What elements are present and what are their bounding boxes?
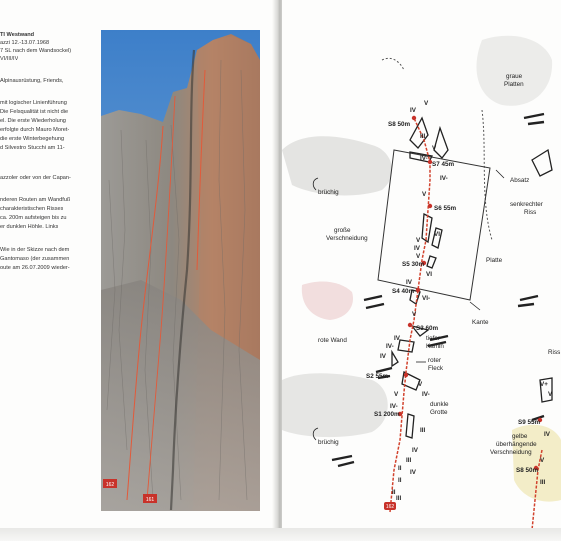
text-line: ca. 200m aufsteigen bis zu (0, 215, 67, 221)
feature-label: Kante (472, 319, 489, 326)
page-bottom-shadow (0, 528, 561, 541)
route-number: 162 (385, 504, 395, 510)
feature-label: Riss (524, 209, 537, 216)
text-line: VI/III/IV (0, 56, 19, 62)
feature-label: brüchig (318, 189, 339, 196)
text-line: azzoler oder von der Capan- (0, 175, 71, 181)
grade: V (412, 311, 417, 318)
grade: V (416, 237, 421, 244)
grade: V (418, 381, 423, 388)
grade: III (420, 427, 426, 434)
feature-label: brüchig (318, 439, 339, 446)
belay-label: S2 55m (366, 373, 389, 380)
text-line: TI Westwand (0, 32, 35, 38)
feature-label: gelbe (512, 433, 528, 440)
belay-label: S8 50m (516, 467, 539, 474)
grade: IV (414, 245, 420, 252)
shaded-area (282, 136, 392, 195)
grade: V+ (540, 381, 548, 388)
feature-label: Fleck (428, 365, 444, 372)
grade: IV (380, 353, 386, 360)
grade: IV- (390, 403, 398, 410)
belay-label: S5 30m (402, 261, 425, 268)
belay-label: S9 55m (518, 419, 541, 426)
grade: II (398, 477, 402, 484)
grade: IV- (420, 155, 428, 162)
route-marker-161-label: 161 (145, 497, 155, 503)
text-line: Alpinausrüstung, Friends, (0, 78, 64, 84)
left-page (0, 0, 275, 530)
grade: V (422, 191, 427, 198)
feature-label: senkrechter (510, 201, 543, 208)
text-line: 7 SL nach dem Wandsockel) (0, 48, 72, 54)
feature-label: tiefer (426, 335, 440, 342)
feature-label: graue (506, 73, 523, 80)
grade: III (406, 457, 412, 464)
grade: IV- (422, 391, 430, 398)
feature-label: überhängende (496, 441, 537, 448)
grade: IV- (386, 343, 394, 350)
grade: III (396, 495, 402, 502)
feature-label: roter (428, 357, 441, 364)
grade: IV (544, 431, 550, 438)
red-wall-area (302, 281, 353, 320)
feature-label: Platte (486, 257, 503, 264)
grade: V (416, 253, 421, 260)
grade: III (420, 133, 426, 140)
right-page (282, 0, 561, 541)
grade: IV (410, 107, 416, 114)
grade: V (548, 391, 553, 398)
grade: III (540, 479, 546, 486)
grade: VI (426, 271, 432, 278)
feature-label: Kamin (426, 343, 444, 350)
text-line: d Silvestro Stucchi am 11- (0, 145, 65, 151)
text-line: die erste Winterbegehung (0, 136, 65, 142)
text-line: mit logischer Linienführung (0, 100, 67, 106)
contour-line (482, 110, 492, 240)
grade: V (540, 457, 545, 464)
text-line: er dunklen Höhle. Links (0, 224, 59, 230)
shaded-area (476, 36, 552, 106)
contour-line (382, 58, 404, 70)
belay-label: S8 50m (388, 121, 411, 128)
text-line: nderen Routen am Wandfuß (0, 197, 71, 203)
rock-face-photo (101, 30, 260, 511)
feature-label: Absatz (510, 177, 530, 184)
text-line: azzi 12.-13.07.1968 (0, 40, 50, 46)
belay-label: S7 45m (432, 161, 455, 168)
text-line: erfolgte durch Mauro Moret- (0, 127, 70, 133)
feature-label: Riss (548, 349, 561, 356)
route-topo (282, 0, 561, 541)
text-line: charakteristischen Risses (0, 206, 64, 212)
text-line: Gantomaso (der zusammen (0, 256, 70, 262)
grade: IV (406, 279, 412, 286)
grade: IV (412, 447, 418, 454)
feature-label: rote Wand (318, 337, 347, 344)
grade: II (398, 465, 402, 472)
grade: IV- (440, 175, 448, 182)
belay-label: S3 60m (416, 325, 439, 332)
feature-label: dunkle (430, 401, 449, 408)
feature-label: Platten (504, 81, 524, 88)
feature-label: Grotte (430, 409, 448, 416)
route-marker-162-label: 162 (105, 482, 115, 488)
grade: VI (434, 231, 440, 238)
grade: V (394, 391, 399, 398)
feature-label: große (334, 227, 351, 234)
text-line: el. Die erste Wiederholung (0, 118, 66, 124)
belay-label: S6 55m (434, 205, 457, 212)
shaded-area (282, 373, 388, 437)
feature-label: Verschneidung (326, 235, 368, 242)
grade: IV (410, 469, 416, 476)
belay-label: S4 40m (392, 288, 415, 295)
text-line: oute am 26.07.2009 wieder- (0, 265, 70, 271)
slab-outline (378, 150, 490, 300)
grade: V (432, 145, 437, 152)
grade: II (392, 489, 396, 496)
feature-label: Verschneidung (490, 449, 532, 456)
route-line (390, 118, 430, 512)
text-line: Wie in der Skizze nach dem (0, 247, 70, 253)
grade: V (424, 100, 429, 107)
belay-label: S1 200m (374, 411, 400, 418)
grade: IV (394, 335, 400, 342)
text-line: Die Felsqualität ist nicht die (0, 109, 69, 115)
grade: VI- (422, 295, 431, 302)
